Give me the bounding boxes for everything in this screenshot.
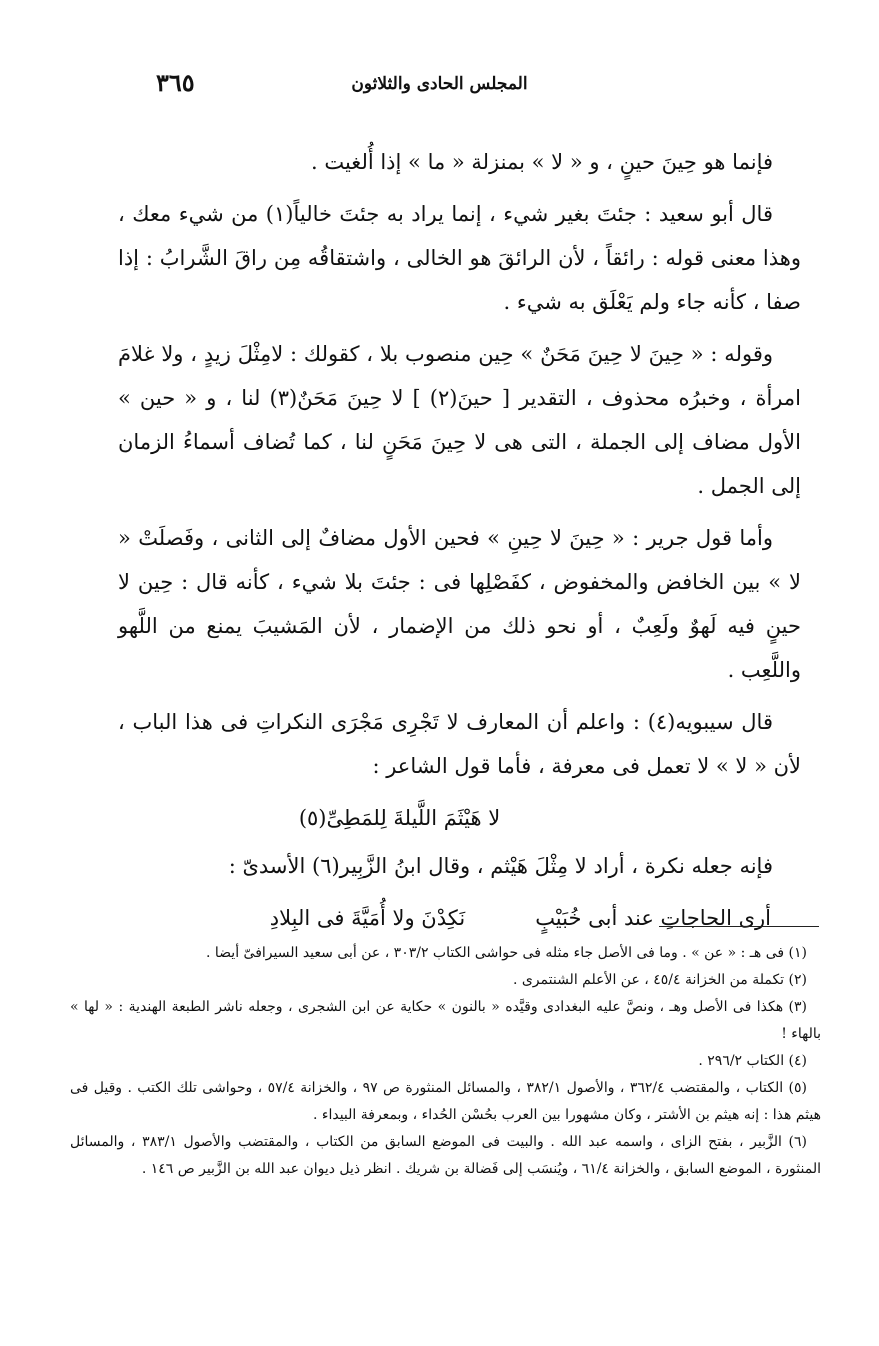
paragraph-2: قال أبو سعيد : جئتَ بغير شيء ، إنما يراد به جئتَ خالياً(١) من شيء معك ، وهذا معنى قوله : رائقاً ، لأن الرائقَ هو الخالى ، واشتقاقُه مِن راقَ الشَّرابُ : إذا صفا ، كأنه جاء ولم يَعْلَق به شيء .: [118, 202, 801, 314]
footnote-1: (١) فى هـ : « عن » . وما فى الأصل جاء مثله فى حواشى الكتاب ٣٠٣/٢ ، عن أبى سعيد السيرافىّ أيضا .: [205, 945, 807, 961]
running-title: المجلس الحادى والثلاثون: [351, 74, 528, 94]
footnote-6: (٦) الزَّبير ، بفتح الزاى ، واسمه عبد الله . والبيت فى الموضع السابق من الكتاب ، والمقتضب والأصول ٣٨٣/١ ، والمسائل المنثورة ، الموضع السابق ، والخزانة ٦١/٤ ، ويُنسَب إلى فَضالة بن شريك . انظر ذيل ديوان عبد الله بن الزَّبير ص ١٤٦ .: [70, 1134, 821, 1177]
verse-hemistich-1: أرى الحاجاتِ عند أبى خُبَيْبٍ: [535, 906, 771, 930]
main-text: [118, 140, 801, 940]
paragraph-5: قال سيبويه(٤) : واعلم أن المعارف لا تَجْرِى مَجْرَى النكراتِ فى هذا الباب ، لأن « لا » لا تعمل فى معرفة ، فأما قول الشاعر :: [118, 710, 801, 778]
page-number: ٣٦٥: [156, 68, 195, 97]
paragraph-1: فإنما هو حِينَ حينٍ ، و « لا » بمنزلة « ما » إذا أُلغيت .: [311, 150, 773, 174]
verse-line-2: [118, 896, 801, 940]
paragraph-6: فإنه جعله نكرة ، أراد لا مِثْلَ هَيْثم ، وقال ابنُ الزَّبِير(٦) الأسدىّ :: [228, 854, 773, 878]
footnotes: [70, 940, 821, 1183]
verse-hemistich-2: نَكِدْنَ ولا أُمَيَّةَ فى البِلادِ: [269, 906, 466, 930]
paragraph-4: وأما قول جرير : « حِينَ لا حِينِ » فحين الأول مضافٌ إلى الثانى ، وفَصلَتْ « لا » بين الخافض والمخفوض ، كفَصْلِها فى : جئتَ بلا شيء ، كأنه قال : حِين لا حينٍ فيه لَهوٌ ولَعِبٌ ، أو نحو ذلك من الإضمار ، لأن المَشيبَ يمنع من اللَّهو واللَّعِب .: [118, 526, 801, 682]
verse-line-1: لا هَيْثَمَ اللَّيلةَ لِلمَطِىِّ(٥): [298, 806, 501, 830]
page-header: [120, 66, 759, 106]
footnote-4: (٤) الكتاب ٢٩٦/٢ .: [698, 1053, 807, 1069]
paragraph-3: وقوله : « حِينَ لا حِينَ مَحَنٌ » حِين منصوب بلا ، كقولك : لامِثْلَ زيدٍ ، ولا غلامَ امرأة ، وخبرُه محذوف ، التقدير [ حينَ(٢) ] لا حِينَ مَحَنٌ(٣) لنا ، و « حين » الأول مضاف إلى الجملة ، التى هى لا حِينَ مَحَنٍ لنا ، كما تُضاف أسماءُ الزمان إلى الجمل .: [118, 342, 801, 498]
footnote-2: (٢) تكملة من الخزانة ٤٥/٤ ، عن الأعلم الشنتمرى .: [512, 972, 807, 988]
footnote-divider: [659, 926, 819, 927]
footnote-3: (٣) هكذا فى الأصل وهـ ، ونصَّ عليه البغدادى وقيَّده « بالنون » حكاية عن ابن الشجرى ، وجعله ناشر الطبعة الهندية : « لها » بالهاء !: [70, 999, 821, 1042]
footnote-5: (٥) الكتاب ، والمقتضب ٣٦٢/٤ ، والأصول ٣٨٢/١ ، والمسائل المنثورة ص ٩٧ ، والخزانة ٥٧/٤ ، وحواشى تلك الكتب . وقيل فى هيثم هذا : إنه هيثم بن الأشتر ، وكان مشهورا بين العرب بحُسْن الحُداء ، وبمعرفة البيداء .: [70, 1080, 821, 1123]
